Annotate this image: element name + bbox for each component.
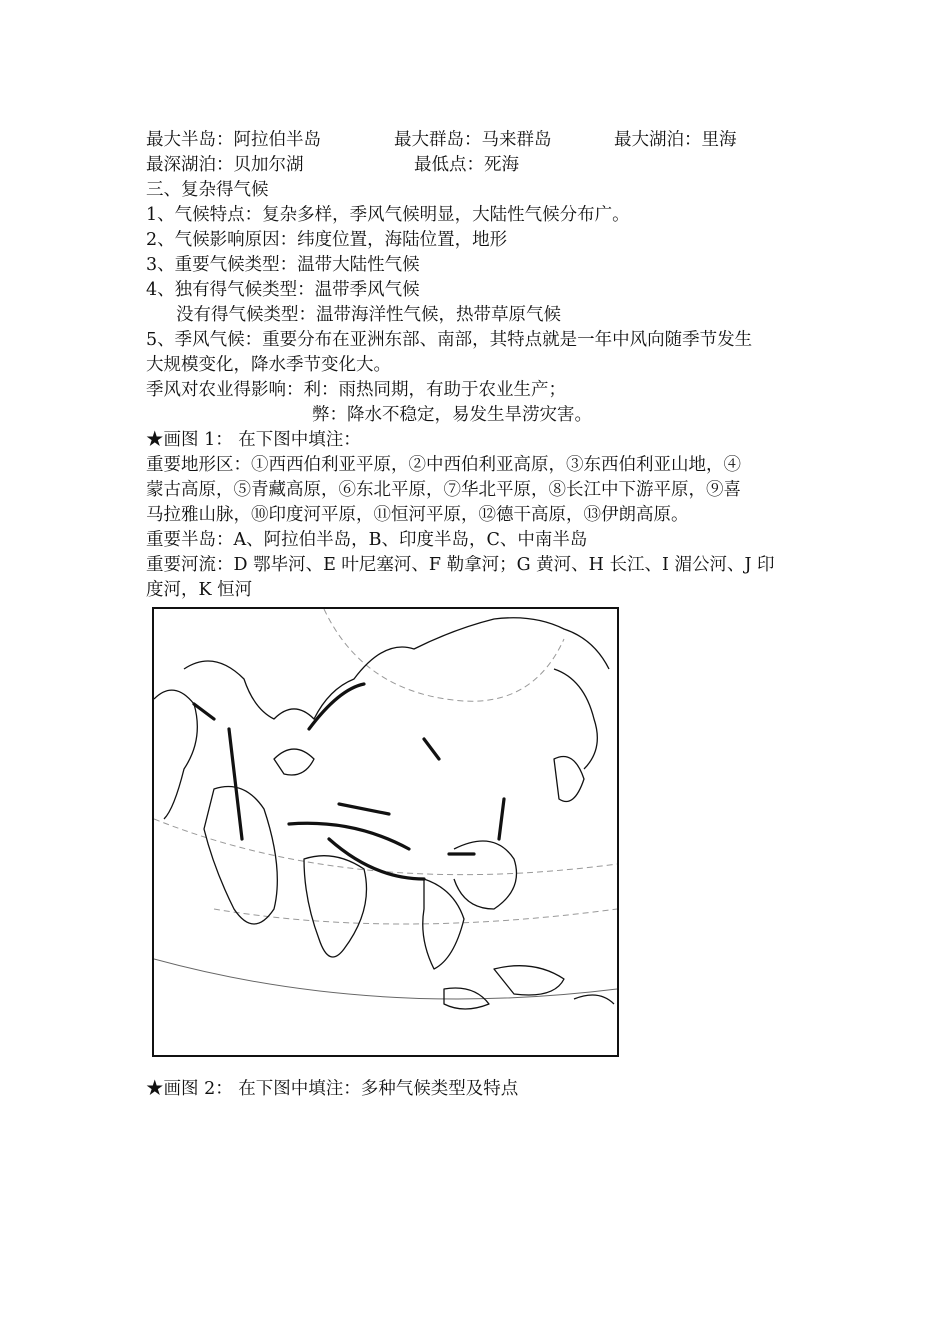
climate-item-5-line1: 5、季风气候：重要分布在亚洲东部、南部，其特点就是一年中风向随季节发生 [146,330,753,350]
fact-largest-archipelago: 最大群岛：马来群岛 [394,130,552,150]
rivers-line2: 度河，K 恒河 [146,580,253,600]
fact-largest-lake: 最大湖泊：里海 [614,130,737,150]
terrain-line2: 蒙古高原，⑤青藏高原，⑥东北平原，⑦华北平原，⑧长江中下游平原，⑨喜 [146,480,741,500]
china-coast-outline [454,841,517,909]
climate-item-4: 4、独有得气候类型：温带季风气候 [146,280,420,300]
indian-peninsula-outline [304,856,367,957]
monsoon-effect-line1: 季风对农业得影响：利：雨热同期，有助于农业生产； [146,380,566,400]
mountain-stroke [309,684,364,729]
borneo-outline [494,966,564,995]
climate-item-3: 3、重要气候类型：温带大陆性气候 [146,255,420,275]
mountain-stroke [339,804,389,814]
climate-item-5-line2: 大规模变化，降水季节变化大。 [146,355,391,375]
monsoon-effect-line2: 弊：降水不稳定，易发生旱涝灾害。 [312,405,592,425]
tropic-line-north [154,819,617,875]
climate-item-1: 1、气候特点：复杂多样，季风气候明显，大陆性气候分布广。 [146,205,630,225]
new-guinea-outline [574,995,614,1004]
fact-lowest-point: 最低点：死海 [414,155,519,175]
climate-item-2: 2、气候影响原因：纬度位置，海陆位置，地形 [146,230,508,250]
west-coast-outline [154,690,197,819]
arctic-circle-line [324,609,564,701]
ural-mountains-stroke [229,729,242,839]
peninsulas-line: 重要半岛：A、阿拉伯半岛，B、印度半岛，C、中南半岛 [146,530,588,550]
japan-outline [554,757,584,802]
kamchatka-outline [554,669,597,769]
drawing2-title: ★画图 2： 在下图中填注：多种气候类型及特点 [146,1079,519,1099]
asia-outline-map [152,607,619,1057]
terrain-line1: 重要地形区：①西西伯利亚平原，②中西伯利亚高原，③东西伯利亚山地，④ [146,455,741,475]
drawing1-title: ★画图 1： 在下图中填注： [146,430,361,450]
kunlun-mountains-stroke [289,823,409,849]
terrain-line3: 马拉雅山脉，⑩印度河平原，⑪恒河平原，⑫德干高原，⑬伊朗高原。 [146,505,689,525]
north-coast-outline [184,618,609,719]
arabian-peninsula-outline [204,787,277,925]
fact-largest-peninsula: 最大半岛：阿拉伯半岛 [146,130,321,150]
section-heading: 三、复杂得气候 [146,180,269,200]
climate-item-4b: 没有得气候类型：温带海洋性气候，热带草原气候 [176,305,561,325]
mountain-stroke [499,799,504,839]
fact-deepest-lake: 最深湖泊：贝加尔湖 [146,155,304,175]
rivers-line1: 重要河流：D 鄂毕河、E 叶尼塞河、F 勒拿河；G 黄河、H 长江、I 湄公河、J 印 [146,555,775,575]
mountain-stroke [424,739,439,759]
latitude-line [214,909,617,924]
caspian-sea-outline [274,749,314,775]
